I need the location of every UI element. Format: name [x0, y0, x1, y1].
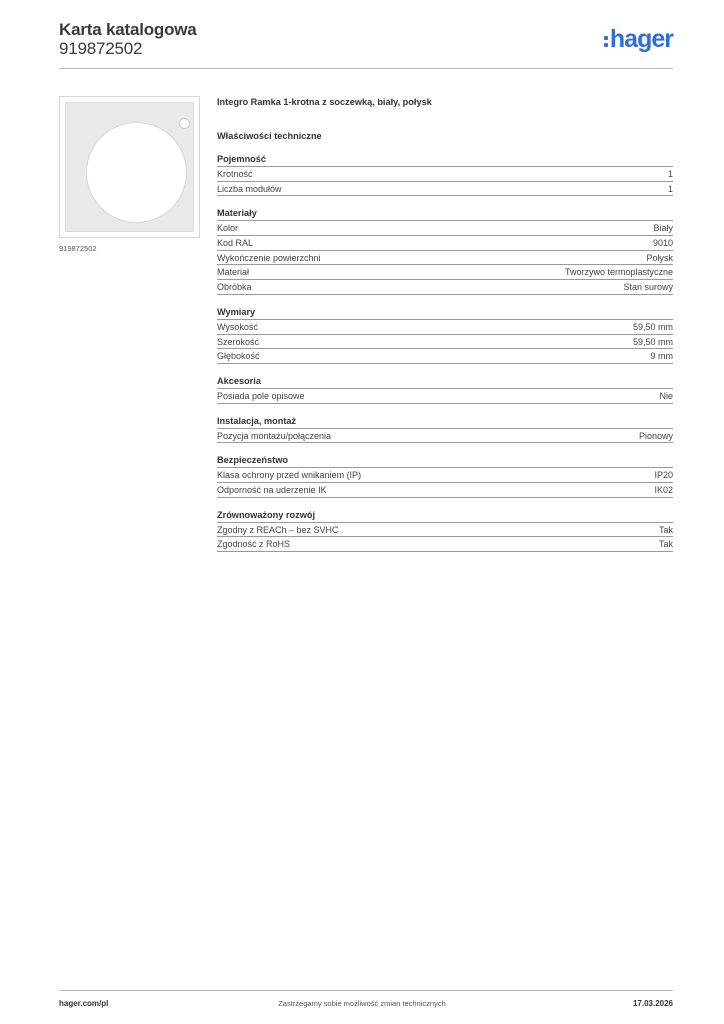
- properties-section: [217, 306, 673, 364]
- lens-icon: [179, 118, 190, 129]
- property-value: Tak: [658, 524, 673, 535]
- property-value: Tworzywo termoplastyczne: [564, 267, 673, 278]
- property-label: Zgodny z REACh – bez SVHC: [217, 524, 339, 535]
- properties-sections: [217, 153, 673, 552]
- section-title: Materiały: [217, 207, 673, 221]
- image-caption: 919872502: [59, 244, 97, 253]
- logo-dots-icon: [604, 36, 608, 47]
- section-title: Akcesoria: [217, 375, 673, 389]
- property-value: Połysk: [646, 252, 673, 263]
- properties-section: [217, 415, 673, 444]
- property-row: [217, 182, 673, 197]
- properties-section: [217, 509, 673, 552]
- document-title: Karta katalogowa: [59, 20, 197, 39]
- property-label: Wykończenie powierzchni: [217, 252, 321, 263]
- property-row: [217, 483, 673, 498]
- property-value: 59,50 mm: [632, 336, 673, 347]
- product-details: [217, 96, 673, 552]
- section-title: Instalacja, montaż: [217, 415, 673, 429]
- property-label: Szerokość: [217, 336, 260, 347]
- footer-website: hager.com/pl: [59, 999, 109, 1008]
- property-value: Stan surowy: [623, 282, 673, 293]
- property-label: Kod RAL: [217, 238, 254, 249]
- property-row: [217, 251, 673, 266]
- property-label: Klasa ochrony przed wnikaniem (IP): [217, 470, 362, 481]
- property-row: [217, 349, 673, 364]
- properties-section: [217, 153, 673, 196]
- property-label: Kolor: [217, 223, 239, 234]
- section-title: Wymiary: [217, 306, 673, 320]
- property-label: Głębokość: [217, 351, 260, 362]
- property-label: Odporność na uderzenie IK: [217, 484, 327, 495]
- footer-divider: [59, 990, 673, 991]
- property-value: Biały: [653, 223, 673, 234]
- section-title: Pojemność: [217, 153, 673, 167]
- property-value: Pionowy: [638, 430, 673, 441]
- property-row: [217, 468, 673, 483]
- frame-opening: [86, 122, 187, 223]
- property-label: Liczba modułów: [217, 183, 282, 194]
- property-value: 59,50 mm: [632, 321, 673, 332]
- property-row: [217, 537, 673, 552]
- property-row: [217, 320, 673, 335]
- section-title: Bezpieczeństwo: [217, 454, 673, 468]
- hager-logo: [604, 27, 673, 52]
- property-label: Pozycja montażu/połączenia: [217, 430, 332, 441]
- properties-heading: Właściwości techniczne: [217, 131, 322, 141]
- footer-date: 17.03.2026: [632, 999, 673, 1008]
- product-code: 919872502: [59, 39, 143, 58]
- property-row: [217, 280, 673, 295]
- property-value: 1: [667, 183, 673, 194]
- property-label: Posiada pole opisowe: [217, 390, 305, 401]
- logo-text: hager: [609, 25, 673, 53]
- properties-section: [217, 375, 673, 404]
- product-image: [59, 96, 200, 238]
- property-value: 1: [667, 169, 673, 179]
- property-value: Nie: [659, 390, 673, 401]
- property-value: Tak: [658, 539, 673, 550]
- property-row: [217, 221, 673, 236]
- property-value: 9 mm: [650, 351, 673, 362]
- property-row: [217, 389, 673, 404]
- property-value: IP20: [654, 470, 673, 481]
- property-row: [217, 265, 673, 280]
- header-divider: [59, 68, 673, 69]
- property-value: IK02: [654, 484, 673, 495]
- property-row: [217, 236, 673, 251]
- properties-section: [217, 207, 673, 294]
- property-label: Obróbka: [217, 282, 252, 293]
- property-label: Materiał: [217, 267, 250, 278]
- product-title: Integro Ramka 1-krotna z soczewką, biały, połysk: [217, 97, 432, 107]
- property-label: Krotność: [217, 169, 253, 179]
- property-row: [217, 523, 673, 538]
- property-row: [217, 429, 673, 444]
- frame-illustration: [65, 102, 194, 232]
- property-row: [217, 335, 673, 350]
- property-label: Zgodność z RoHS: [217, 539, 291, 550]
- document-header: [59, 20, 673, 70]
- section-title: Zrównoważony rozwój: [217, 509, 673, 523]
- footer-notice: Zastrzegamy sobie możliwość zmian technicznych: [278, 999, 446, 1008]
- property-label: Wysokość: [217, 321, 258, 332]
- property-row: [217, 167, 673, 182]
- property-value: 9010: [652, 238, 673, 249]
- properties-section: [217, 454, 673, 497]
